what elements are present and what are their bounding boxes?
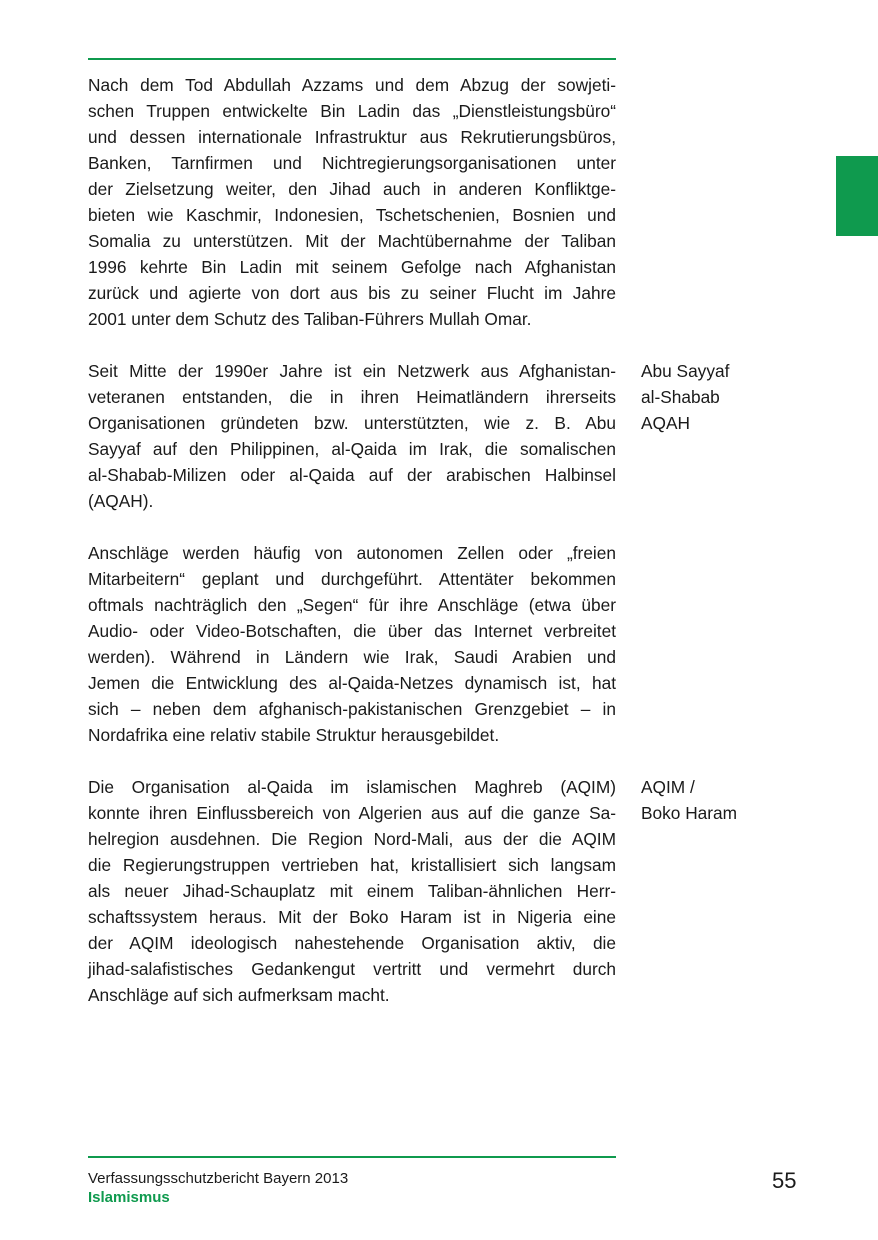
- text-line: schen Truppen entwickelte Bin Ladin das „Dienstleistungsbüro“: [88, 101, 616, 121]
- text-line: Anschläge werden häufig von autonomen Zellen oder „freien: [88, 543, 616, 563]
- text-line: schaftssystem heraus. Mit der Boko Haram ist in Nigeria eine: [88, 907, 616, 927]
- footer-title: Verfassungsschutzbericht Bayern 2013: [88, 1170, 349, 1187]
- text-line: 1996 kehrte Bin Ladin mit seinem Gefolge nach Afghanistan: [88, 257, 616, 277]
- text-line: 2001 unter dem Schutz des Taliban-Führers Mullah Omar.: [88, 309, 532, 329]
- text-line: konnte ihren Einflussbereich von Algerien aus auf die ganze Sa-: [88, 803, 616, 823]
- text-line: sich – neben dem afghanisch-pakistanischen Grenzgebiet – in: [88, 699, 616, 719]
- margin-note-line: AQAH: [641, 413, 690, 433]
- paragraph-2: [88, 358, 616, 514]
- text-line: als neuer Jihad-Schauplatz mit einem Taliban-ähnlichen Herr-: [88, 881, 616, 901]
- text-line: die Regierungstruppen vertrieben hat, kristallisiert sich langsam: [88, 855, 616, 875]
- text-line: und dessen internationale Infrastruktur aus Rekrutierungsbüros,: [88, 127, 616, 147]
- text-line: Nordafrika eine relativ stabile Struktur herausgebildet.: [88, 725, 500, 745]
- text-line: veteranen entstanden, die in ihren Heimatländern ihrerseits: [88, 387, 616, 407]
- text-line: jihad-salafistisches Gedankengut vertritt und vermehrt durch: [88, 959, 616, 979]
- text-line: Seit Mitte der 1990er Jahre ist ein Netzwerk aus Afghanistan-: [88, 361, 616, 381]
- margin-note-1: [641, 358, 781, 436]
- margin-note-2: [641, 774, 781, 826]
- footer-section: Islamismus: [88, 1189, 170, 1206]
- footer-rule: [88, 1156, 616, 1158]
- text-line: bieten wie Kaschmir, Indonesien, Tschetschenien, Bosnien und: [88, 205, 616, 225]
- text-line: al-Shabab-Milizen oder al-Qaida auf der arabischen Halbinsel: [88, 465, 616, 485]
- margin-note-line: AQIM /: [641, 777, 695, 797]
- text-line: oftmals nachträglich den „Segen“ für ihre Anschläge (etwa über: [88, 595, 616, 615]
- text-line: Organisationen gründeten bzw. unterstützten, wie z. B. Abu: [88, 413, 616, 433]
- margin-note-line: Boko Haram: [641, 803, 738, 823]
- text-line: Banken, Tarnfirmen und Nichtregierungsorganisationen unter: [88, 153, 616, 173]
- page-number: 55: [772, 1168, 797, 1193]
- text-line: (AQAH).: [88, 491, 154, 511]
- paragraph-3: [88, 540, 616, 748]
- text-line: Sayyaf auf den Philippinen, al-Qaida im Irak, die somalischen: [88, 439, 616, 459]
- text-line: Somalia zu unterstützen. Mit der Machtübernahme der Taliban: [88, 231, 616, 251]
- text-line: Anschläge auf sich aufmerksam macht.: [88, 985, 390, 1005]
- text-line: werden). Während in Ländern wie Irak, Saudi Arabien und: [88, 647, 616, 667]
- paragraph-1: [88, 72, 616, 332]
- text-line: zurück und agierte von dort aus bis zu seiner Flucht im Jahre: [88, 283, 616, 303]
- margin-note-line: Abu Sayyaf: [641, 361, 730, 381]
- text-line: Audio- oder Video-Botschaften, die über das Internet verbreitet: [88, 621, 616, 641]
- text-line: der Zielsetzung weiter, den Jihad auch in anderen Konfliktge-: [88, 179, 616, 199]
- text-line: Nach dem Tod Abdullah Azzams und dem Abzug der sowjeti-: [88, 75, 616, 95]
- text-line: helregion ausdehnen. Die Region Nord-Mali, aus der die AQIM: [88, 829, 616, 849]
- text-line: Jemen die Entwicklung des al-Qaida-Netzes dynamisch ist, hat: [88, 673, 616, 693]
- text-line: der AQIM ideologisch nahestehende Organisation aktiv, die: [88, 933, 616, 953]
- text-line: Die Organisation al-Qaida im islamischen Maghreb (AQIM): [88, 777, 616, 797]
- chapter-tab-marker: [836, 156, 878, 236]
- margin-note-line: al-Shabab: [641, 387, 720, 407]
- text-line: Mitarbeitern“ geplant und durchgeführt. Attentäter bekommen: [88, 569, 616, 589]
- paragraph-4: [88, 774, 616, 1008]
- top-rule: [88, 58, 616, 60]
